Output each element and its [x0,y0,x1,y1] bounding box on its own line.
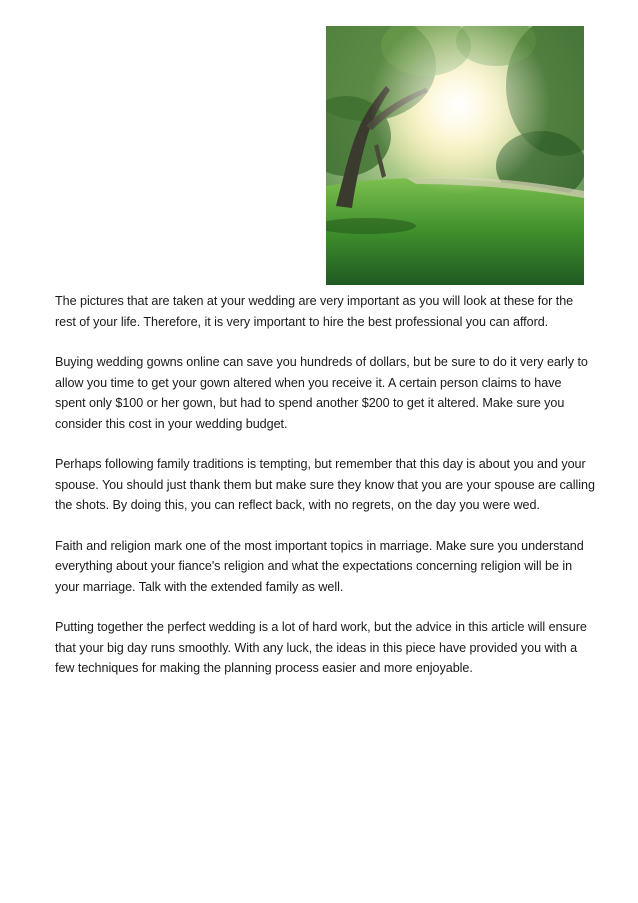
paragraph: The pictures that are taken at your wedding are very important as you will look at these for the rest of your life. Therefore, it is very important to hire the best professional you can afford. [55,294,574,329]
park-sunlight-photo [326,26,584,285]
paragraph: Buying wedding gowns online can save you hundreds of dollars, but be sure to do it very early to allow you time to get your gown altered when you receive it. A certain person claims to have spent only $100 or her gown, but had to spend another $200 to get it altered. Make sure you consider this cost in your wedding budget. [55,355,588,431]
paragraph: Putting together the perfect wedding is a lot of hard work, but the advice in this article will ensure that your big day runs smoothly. With any luck, the ideas in this piece have provided you with a few techniques for making the planning process easier and more enjoyable. [55,620,587,675]
paragraph: Faith and religion mark one of the most important topics in marriage. Make sure you understand everything about your fiance's religion and what the expectations concerning religion will be in your marriage. Talk with the extended family as well. [55,538,584,594]
paragraph: Perhaps following family traditions is tempting, but remember that this day is about you and your spouse. You should just thank them but make sure they know that you are your spouse are calling the shots. By doing this, you can reflect back, with no regrets, on the day you were wed. [55,457,595,512]
article-body [55,291,595,699]
